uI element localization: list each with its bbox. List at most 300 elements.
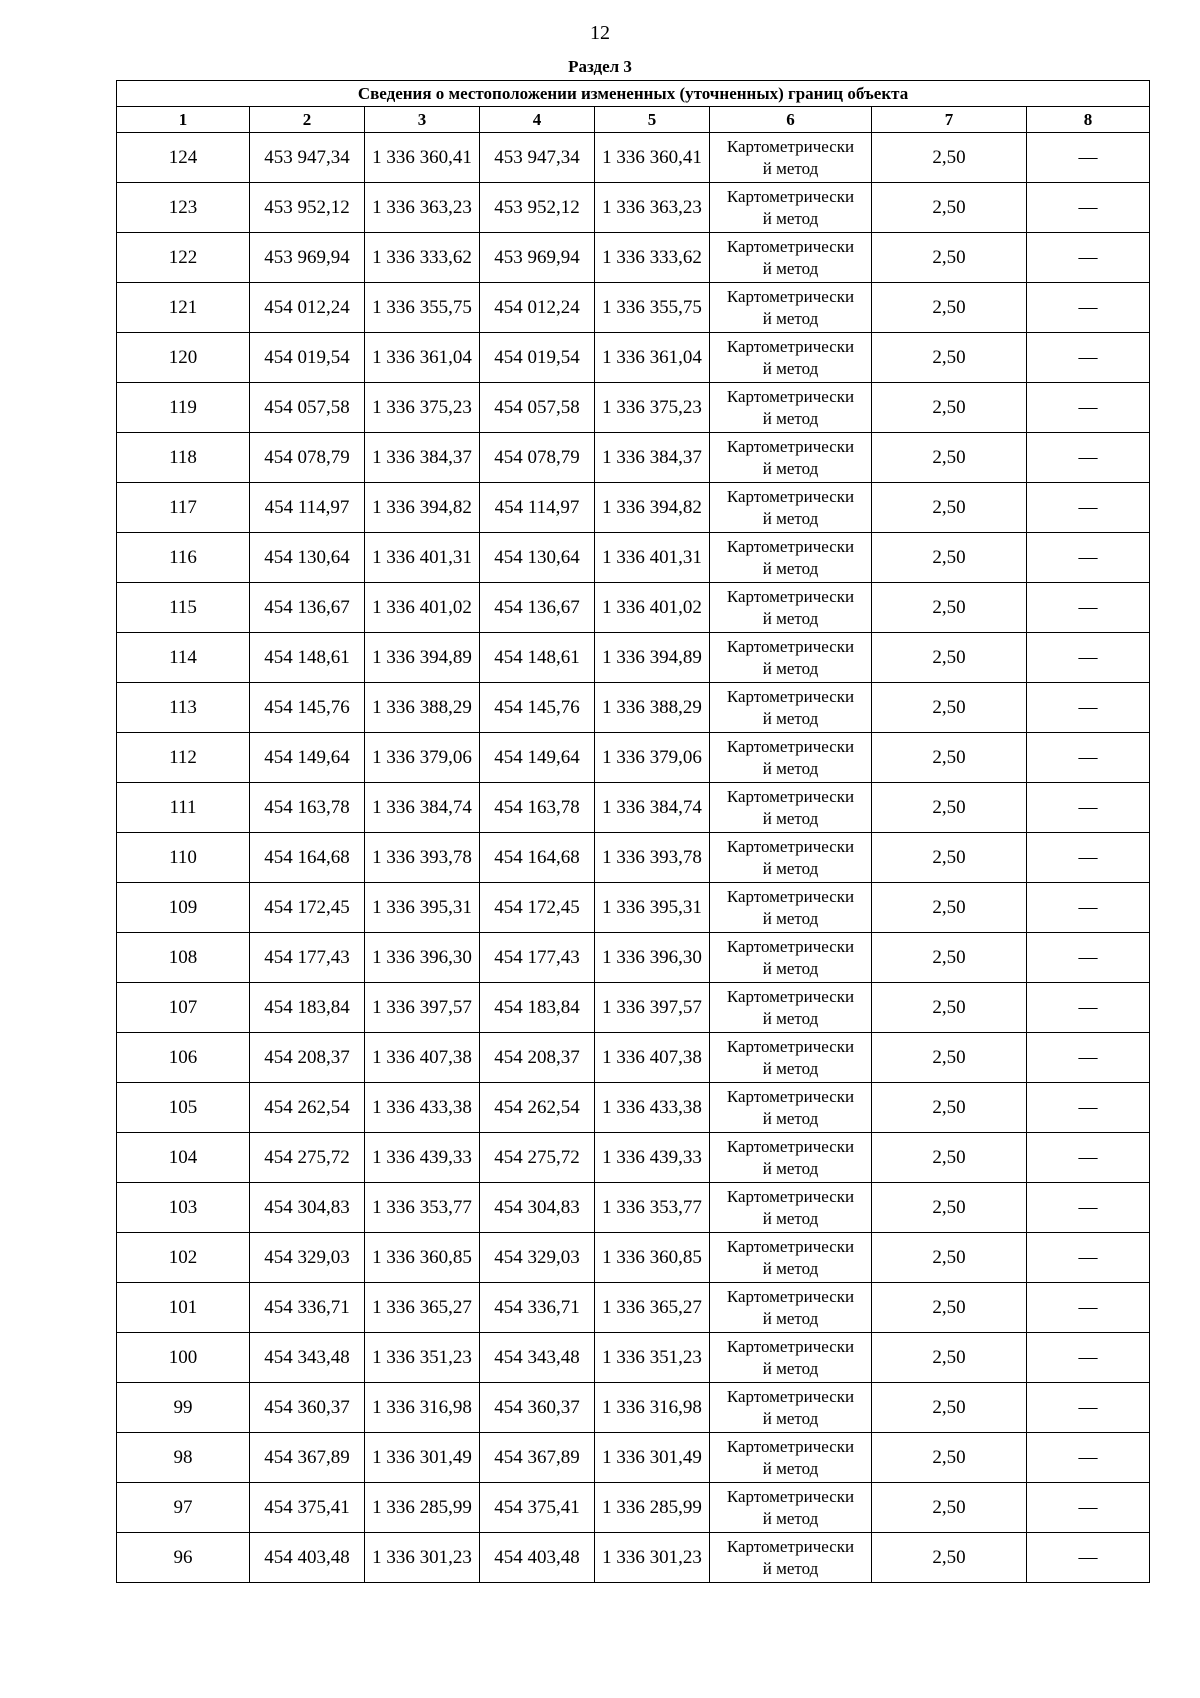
x-existing-cell: 454 329,03 <box>250 1233 365 1283</box>
method-cell <box>710 983 872 1033</box>
method-text-line: Картометрически <box>726 1286 855 1306</box>
y-refined-cell: 1 336 384,37 <box>595 433 710 483</box>
note-cell: — <box>1027 383 1150 433</box>
table-row <box>117 1433 1150 1483</box>
page-number: 12 <box>590 22 610 44</box>
note-cell: — <box>1027 1383 1150 1433</box>
y-existing-cell: 1 336 394,82 <box>365 483 480 533</box>
x-refined-cell: 454 375,41 <box>480 1483 595 1533</box>
accuracy-cell: 2,50 <box>872 1533 1027 1583</box>
accuracy-cell: 2,50 <box>872 233 1027 283</box>
accuracy-cell: 2,50 <box>872 1083 1027 1133</box>
x-refined-cell: 453 952,12 <box>480 183 595 233</box>
x-refined-cell: 454 019,54 <box>480 333 595 383</box>
accuracy-cell: 2,50 <box>872 483 1027 533</box>
method-text-line: й метод <box>762 558 819 578</box>
point-number-cell: 105 <box>117 1083 250 1133</box>
accuracy-cell: 2,50 <box>872 583 1027 633</box>
x-refined-cell: 454 367,89 <box>480 1433 595 1483</box>
x-refined-cell: 454 183,84 <box>480 983 595 1033</box>
note-cell: — <box>1027 333 1150 383</box>
x-existing-cell: 454 136,67 <box>250 583 365 633</box>
accuracy-cell: 2,50 <box>872 1033 1027 1083</box>
method-cell <box>710 483 872 533</box>
y-existing-cell: 1 336 397,57 <box>365 983 480 1033</box>
method-text-line: Картометрически <box>726 1436 855 1456</box>
method-text-line: Картометрически <box>726 1186 855 1206</box>
accuracy-cell: 2,50 <box>872 1383 1027 1433</box>
method-text-line: й метод <box>762 808 819 828</box>
x-refined-cell: 454 177,43 <box>480 933 595 983</box>
method-text-line: й метод <box>762 1108 819 1128</box>
table-row <box>117 1083 1150 1133</box>
x-existing-cell: 454 057,58 <box>250 383 365 433</box>
point-number-cell: 121 <box>117 283 250 333</box>
point-number-cell: 120 <box>117 333 250 383</box>
method-text-line: й метод <box>762 308 819 328</box>
y-refined-cell: 1 336 401,31 <box>595 533 710 583</box>
y-existing-cell: 1 336 393,78 <box>365 833 480 883</box>
accuracy-cell: 2,50 <box>872 783 1027 833</box>
table-row <box>117 1133 1150 1183</box>
table-row <box>117 233 1150 283</box>
method-text-line: й метод <box>762 908 819 928</box>
method-cell <box>710 1483 872 1533</box>
y-refined-cell: 1 336 360,85 <box>595 1233 710 1283</box>
y-refined-cell: 1 336 375,23 <box>595 383 710 433</box>
method-text-line: й метод <box>762 1358 819 1378</box>
x-refined-cell: 454 403,48 <box>480 1533 595 1583</box>
y-existing-cell: 1 336 363,23 <box>365 183 480 233</box>
note-cell: — <box>1027 1033 1150 1083</box>
note-cell: — <box>1027 733 1150 783</box>
accuracy-cell: 2,50 <box>872 283 1027 333</box>
y-refined-cell: 1 336 397,57 <box>595 983 710 1033</box>
y-refined-cell: 1 336 439,33 <box>595 1133 710 1183</box>
method-cell <box>710 533 872 583</box>
table-row <box>117 483 1150 533</box>
method-cell <box>710 183 872 233</box>
method-text-line: Картометрически <box>726 786 855 806</box>
point-number-cell: 108 <box>117 933 250 983</box>
y-existing-cell: 1 336 333,62 <box>365 233 480 283</box>
point-number-cell: 96 <box>117 1533 250 1583</box>
method-text-line: й метод <box>762 1258 819 1278</box>
method-cell <box>710 883 872 933</box>
note-cell: — <box>1027 683 1150 733</box>
method-text-line: й метод <box>762 658 819 678</box>
x-existing-cell: 453 947,34 <box>250 133 365 183</box>
method-text-line: Картометрически <box>726 1086 855 1106</box>
method-text-line: й метод <box>762 1208 819 1228</box>
method-cell <box>710 733 872 783</box>
x-existing-cell: 454 304,83 <box>250 1183 365 1233</box>
x-refined-cell: 454 336,71 <box>480 1283 595 1333</box>
method-text-line: Картометрически <box>726 486 855 506</box>
method-cell <box>710 383 872 433</box>
x-existing-cell: 454 163,78 <box>250 783 365 833</box>
accuracy-cell: 2,50 <box>872 833 1027 883</box>
column-number: 5 <box>595 107 710 133</box>
table-row <box>117 783 1150 833</box>
x-existing-cell: 454 172,45 <box>250 883 365 933</box>
x-existing-cell: 454 114,97 <box>250 483 365 533</box>
y-existing-cell: 1 336 375,23 <box>365 383 480 433</box>
table-row <box>117 883 1150 933</box>
y-existing-cell: 1 336 433,38 <box>365 1083 480 1133</box>
method-text-line: Картометрически <box>726 1386 855 1406</box>
column-number: 2 <box>250 107 365 133</box>
y-refined-cell: 1 336 301,49 <box>595 1433 710 1483</box>
y-existing-cell: 1 336 396,30 <box>365 933 480 983</box>
x-refined-cell: 454 078,79 <box>480 433 595 483</box>
y-refined-cell: 1 336 396,30 <box>595 933 710 983</box>
note-cell: — <box>1027 833 1150 883</box>
x-existing-cell: 454 130,64 <box>250 533 365 583</box>
y-refined-cell: 1 336 355,75 <box>595 283 710 333</box>
method-text-line: Картометрически <box>726 836 855 856</box>
x-refined-cell: 454 208,37 <box>480 1033 595 1083</box>
x-refined-cell: 454 360,37 <box>480 1383 595 1433</box>
table-row <box>117 1283 1150 1333</box>
table-row <box>117 1183 1150 1233</box>
method-cell <box>710 333 872 383</box>
method-text-line: Картометрически <box>726 136 855 156</box>
note-cell: — <box>1027 133 1150 183</box>
accuracy-cell: 2,50 <box>872 533 1027 583</box>
table-row <box>117 283 1150 333</box>
x-existing-cell: 454 183,84 <box>250 983 365 1033</box>
column-number: 4 <box>480 107 595 133</box>
x-refined-cell: 454 172,45 <box>480 883 595 933</box>
x-refined-cell: 453 947,34 <box>480 133 595 183</box>
note-cell: — <box>1027 933 1150 983</box>
method-cell <box>710 1183 872 1233</box>
accuracy-cell: 2,50 <box>872 733 1027 783</box>
y-refined-cell: 1 336 407,38 <box>595 1033 710 1083</box>
column-number: 3 <box>365 107 480 133</box>
y-refined-cell: 1 336 353,77 <box>595 1183 710 1233</box>
x-refined-cell: 454 304,83 <box>480 1183 595 1233</box>
note-cell: — <box>1027 1433 1150 1483</box>
y-existing-cell: 1 336 401,31 <box>365 533 480 583</box>
table-row <box>117 383 1150 433</box>
method-text-line: Картометрически <box>726 1236 855 1256</box>
y-existing-cell: 1 336 388,29 <box>365 683 480 733</box>
method-cell <box>710 583 872 633</box>
method-cell <box>710 633 872 683</box>
table-row <box>117 1483 1150 1533</box>
table-row <box>117 983 1150 1033</box>
y-existing-cell: 1 336 353,77 <box>365 1183 480 1233</box>
y-existing-cell: 1 336 365,27 <box>365 1283 480 1333</box>
x-existing-cell: 454 149,64 <box>250 733 365 783</box>
method-cell <box>710 1333 872 1383</box>
method-text-line: й метод <box>762 458 819 478</box>
point-number-cell: 99 <box>117 1383 250 1433</box>
point-number-cell: 124 <box>117 133 250 183</box>
y-existing-cell: 1 336 407,38 <box>365 1033 480 1083</box>
point-number-cell: 113 <box>117 683 250 733</box>
note-cell: — <box>1027 533 1150 583</box>
x-existing-cell: 454 262,54 <box>250 1083 365 1133</box>
x-existing-cell: 453 952,12 <box>250 183 365 233</box>
note-cell: — <box>1027 183 1150 233</box>
x-existing-cell: 454 078,79 <box>250 433 365 483</box>
note-cell: — <box>1027 433 1150 483</box>
table-row <box>117 633 1150 683</box>
method-cell <box>710 1383 872 1433</box>
y-refined-cell: 1 336 393,78 <box>595 833 710 883</box>
x-existing-cell: 454 019,54 <box>250 333 365 383</box>
table-row <box>117 683 1150 733</box>
method-text-line: Картометрически <box>726 886 855 906</box>
method-text-line: й метод <box>762 958 819 978</box>
method-text-line: Картометрически <box>726 536 855 556</box>
method-text-line: й метод <box>762 408 819 428</box>
y-existing-cell: 1 336 384,37 <box>365 433 480 483</box>
method-text-line: й метод <box>762 1408 819 1428</box>
note-cell: — <box>1027 1133 1150 1183</box>
x-refined-cell: 454 130,64 <box>480 533 595 583</box>
x-refined-cell: 454 114,97 <box>480 483 595 533</box>
method-text-line: Картометрически <box>726 636 855 656</box>
point-number-cell: 118 <box>117 433 250 483</box>
point-number-cell: 122 <box>117 233 250 283</box>
method-cell <box>710 133 872 183</box>
accuracy-cell: 2,50 <box>872 1433 1027 1483</box>
x-existing-cell: 453 969,94 <box>250 233 365 283</box>
y-refined-cell: 1 336 285,99 <box>595 1483 710 1533</box>
note-cell: — <box>1027 1283 1150 1333</box>
method-cell <box>710 1233 872 1283</box>
note-cell: — <box>1027 1333 1150 1383</box>
accuracy-cell: 2,50 <box>872 1333 1027 1383</box>
point-number-cell: 110 <box>117 833 250 883</box>
method-text-line: Картометрически <box>726 386 855 406</box>
accuracy-cell: 2,50 <box>872 333 1027 383</box>
method-text-line: й метод <box>762 158 819 178</box>
y-existing-cell: 1 336 394,89 <box>365 633 480 683</box>
y-existing-cell: 1 336 395,31 <box>365 883 480 933</box>
method-text-line: Картометрически <box>726 1536 855 1556</box>
point-number-cell: 97 <box>117 1483 250 1533</box>
note-cell: — <box>1027 1533 1150 1583</box>
y-existing-cell: 1 336 301,23 <box>365 1533 480 1583</box>
note-cell: — <box>1027 783 1150 833</box>
x-existing-cell: 454 164,68 <box>250 833 365 883</box>
method-text-line: й метод <box>762 358 819 378</box>
x-existing-cell: 454 403,48 <box>250 1533 365 1583</box>
column-number-row <box>117 107 1150 133</box>
point-number-cell: 100 <box>117 1333 250 1383</box>
y-refined-cell: 1 336 361,04 <box>595 333 710 383</box>
method-text-line: й метод <box>762 758 819 778</box>
y-refined-cell: 1 336 363,23 <box>595 183 710 233</box>
method-text-line: й метод <box>762 1458 819 1478</box>
y-refined-cell: 1 336 388,29 <box>595 683 710 733</box>
note-cell: — <box>1027 983 1150 1033</box>
table-row <box>117 583 1150 633</box>
y-existing-cell: 1 336 361,04 <box>365 333 480 383</box>
column-number: 6 <box>710 107 872 133</box>
table-row <box>117 133 1150 183</box>
point-number-cell: 104 <box>117 1133 250 1183</box>
x-existing-cell: 454 275,72 <box>250 1133 365 1183</box>
method-text-line: й метод <box>762 1308 819 1328</box>
x-existing-cell: 454 360,37 <box>250 1383 365 1433</box>
method-cell <box>710 1533 872 1583</box>
method-cell <box>710 783 872 833</box>
note-cell: — <box>1027 283 1150 333</box>
y-refined-cell: 1 336 401,02 <box>595 583 710 633</box>
table-row <box>117 533 1150 583</box>
accuracy-cell: 2,50 <box>872 383 1027 433</box>
accuracy-cell: 2,50 <box>872 183 1027 233</box>
accuracy-cell: 2,50 <box>872 933 1027 983</box>
y-refined-cell: 1 336 384,74 <box>595 783 710 833</box>
method-cell <box>710 683 872 733</box>
x-refined-cell: 454 145,76 <box>480 683 595 733</box>
x-refined-cell: 454 164,68 <box>480 833 595 883</box>
accuracy-cell: 2,50 <box>872 1233 1027 1283</box>
note-cell: — <box>1027 1083 1150 1133</box>
point-number-cell: 119 <box>117 383 250 433</box>
y-existing-cell: 1 336 384,74 <box>365 783 480 833</box>
method-text-line: й метод <box>762 208 819 228</box>
accuracy-cell: 2,50 <box>872 983 1027 1033</box>
x-refined-cell: 454 057,58 <box>480 383 595 433</box>
method-text-line: Картометрически <box>726 436 855 456</box>
y-existing-cell: 1 336 285,99 <box>365 1483 480 1533</box>
note-cell: — <box>1027 1483 1150 1533</box>
y-existing-cell: 1 336 355,75 <box>365 283 480 333</box>
table-row <box>117 1383 1150 1433</box>
table-row <box>117 933 1150 983</box>
table-row <box>117 183 1150 233</box>
note-cell: — <box>1027 233 1150 283</box>
y-refined-cell: 1 336 365,27 <box>595 1283 710 1333</box>
method-text-line: Картометрически <box>726 736 855 756</box>
y-refined-cell: 1 336 333,62 <box>595 233 710 283</box>
method-cell <box>710 433 872 483</box>
note-cell: — <box>1027 583 1150 633</box>
x-refined-cell: 453 969,94 <box>480 233 595 283</box>
method-text-line: й метод <box>762 1158 819 1178</box>
y-refined-cell: 1 336 395,31 <box>595 883 710 933</box>
y-refined-cell: 1 336 433,38 <box>595 1083 710 1133</box>
point-number-cell: 114 <box>117 633 250 683</box>
note-cell: — <box>1027 883 1150 933</box>
method-cell <box>710 283 872 333</box>
x-refined-cell: 454 148,61 <box>480 633 595 683</box>
method-text-line: й метод <box>762 1058 819 1078</box>
point-number-cell: 102 <box>117 1233 250 1283</box>
table-row <box>117 1333 1150 1383</box>
method-cell <box>710 1083 872 1133</box>
method-text-line: Картометрически <box>726 586 855 606</box>
y-refined-cell: 1 336 394,89 <box>595 633 710 683</box>
method-text-line: Картометрически <box>726 1336 855 1356</box>
boundary-coordinates-table <box>116 80 1150 1583</box>
method-cell <box>710 233 872 283</box>
y-refined-cell: 1 336 351,23 <box>595 1333 710 1383</box>
y-existing-cell: 1 336 301,49 <box>365 1433 480 1483</box>
method-text-line: й метод <box>762 708 819 728</box>
method-text-line: й метод <box>762 258 819 278</box>
y-existing-cell: 1 336 316,98 <box>365 1383 480 1433</box>
x-existing-cell: 454 343,48 <box>250 1333 365 1383</box>
point-number-cell: 117 <box>117 483 250 533</box>
accuracy-cell: 2,50 <box>872 1483 1027 1533</box>
x-refined-cell: 454 136,67 <box>480 583 595 633</box>
x-refined-cell: 454 149,64 <box>480 733 595 783</box>
method-text-line: Картометрически <box>726 986 855 1006</box>
point-number-cell: 109 <box>117 883 250 933</box>
method-text-line: й метод <box>762 858 819 878</box>
accuracy-cell: 2,50 <box>872 433 1027 483</box>
column-number: 8 <box>1027 107 1150 133</box>
x-refined-cell: 454 343,48 <box>480 1333 595 1383</box>
x-refined-cell: 454 012,24 <box>480 283 595 333</box>
x-refined-cell: 454 262,54 <box>480 1083 595 1133</box>
method-text-line: й метод <box>762 1008 819 1028</box>
column-number: 1 <box>117 107 250 133</box>
point-number-cell: 112 <box>117 733 250 783</box>
method-text-line: й метод <box>762 608 819 628</box>
table-row <box>117 733 1150 783</box>
method-text-line: Картометрически <box>726 336 855 356</box>
table-row <box>117 1033 1150 1083</box>
accuracy-cell: 2,50 <box>872 1133 1027 1183</box>
y-existing-cell: 1 336 439,33 <box>365 1133 480 1183</box>
point-number-cell: 103 <box>117 1183 250 1233</box>
y-existing-cell: 1 336 360,85 <box>365 1233 480 1283</box>
table-row <box>117 333 1150 383</box>
table-row <box>117 1233 1150 1283</box>
y-refined-cell: 1 336 360,41 <box>595 133 710 183</box>
column-number: 7 <box>872 107 1027 133</box>
note-cell: — <box>1027 1183 1150 1233</box>
y-existing-cell: 1 336 351,23 <box>365 1333 480 1383</box>
method-text-line: й метод <box>762 1558 819 1578</box>
x-refined-cell: 454 275,72 <box>480 1133 595 1183</box>
x-existing-cell: 454 148,61 <box>250 633 365 683</box>
y-existing-cell: 1 336 379,06 <box>365 733 480 783</box>
accuracy-cell: 2,50 <box>872 1283 1027 1333</box>
x-refined-cell: 454 329,03 <box>480 1233 595 1283</box>
method-text-line: Картометрически <box>726 186 855 206</box>
point-number-cell: 115 <box>117 583 250 633</box>
method-text-line: Картометрически <box>726 236 855 256</box>
y-existing-cell: 1 336 360,41 <box>365 133 480 183</box>
x-existing-cell: 454 145,76 <box>250 683 365 733</box>
method-text-line: Картометрически <box>726 686 855 706</box>
y-refined-cell: 1 336 379,06 <box>595 733 710 783</box>
method-text-line: Картометрически <box>726 936 855 956</box>
method-text-line: Картометрически <box>726 1136 855 1156</box>
note-cell: — <box>1027 1233 1150 1283</box>
point-number-cell: 123 <box>117 183 250 233</box>
accuracy-cell: 2,50 <box>872 683 1027 733</box>
method-text-line: й метод <box>762 1508 819 1528</box>
table-row <box>117 433 1150 483</box>
accuracy-cell: 2,50 <box>872 133 1027 183</box>
table-row <box>117 833 1150 883</box>
method-cell <box>710 833 872 883</box>
note-cell: — <box>1027 483 1150 533</box>
x-existing-cell: 454 375,41 <box>250 1483 365 1533</box>
